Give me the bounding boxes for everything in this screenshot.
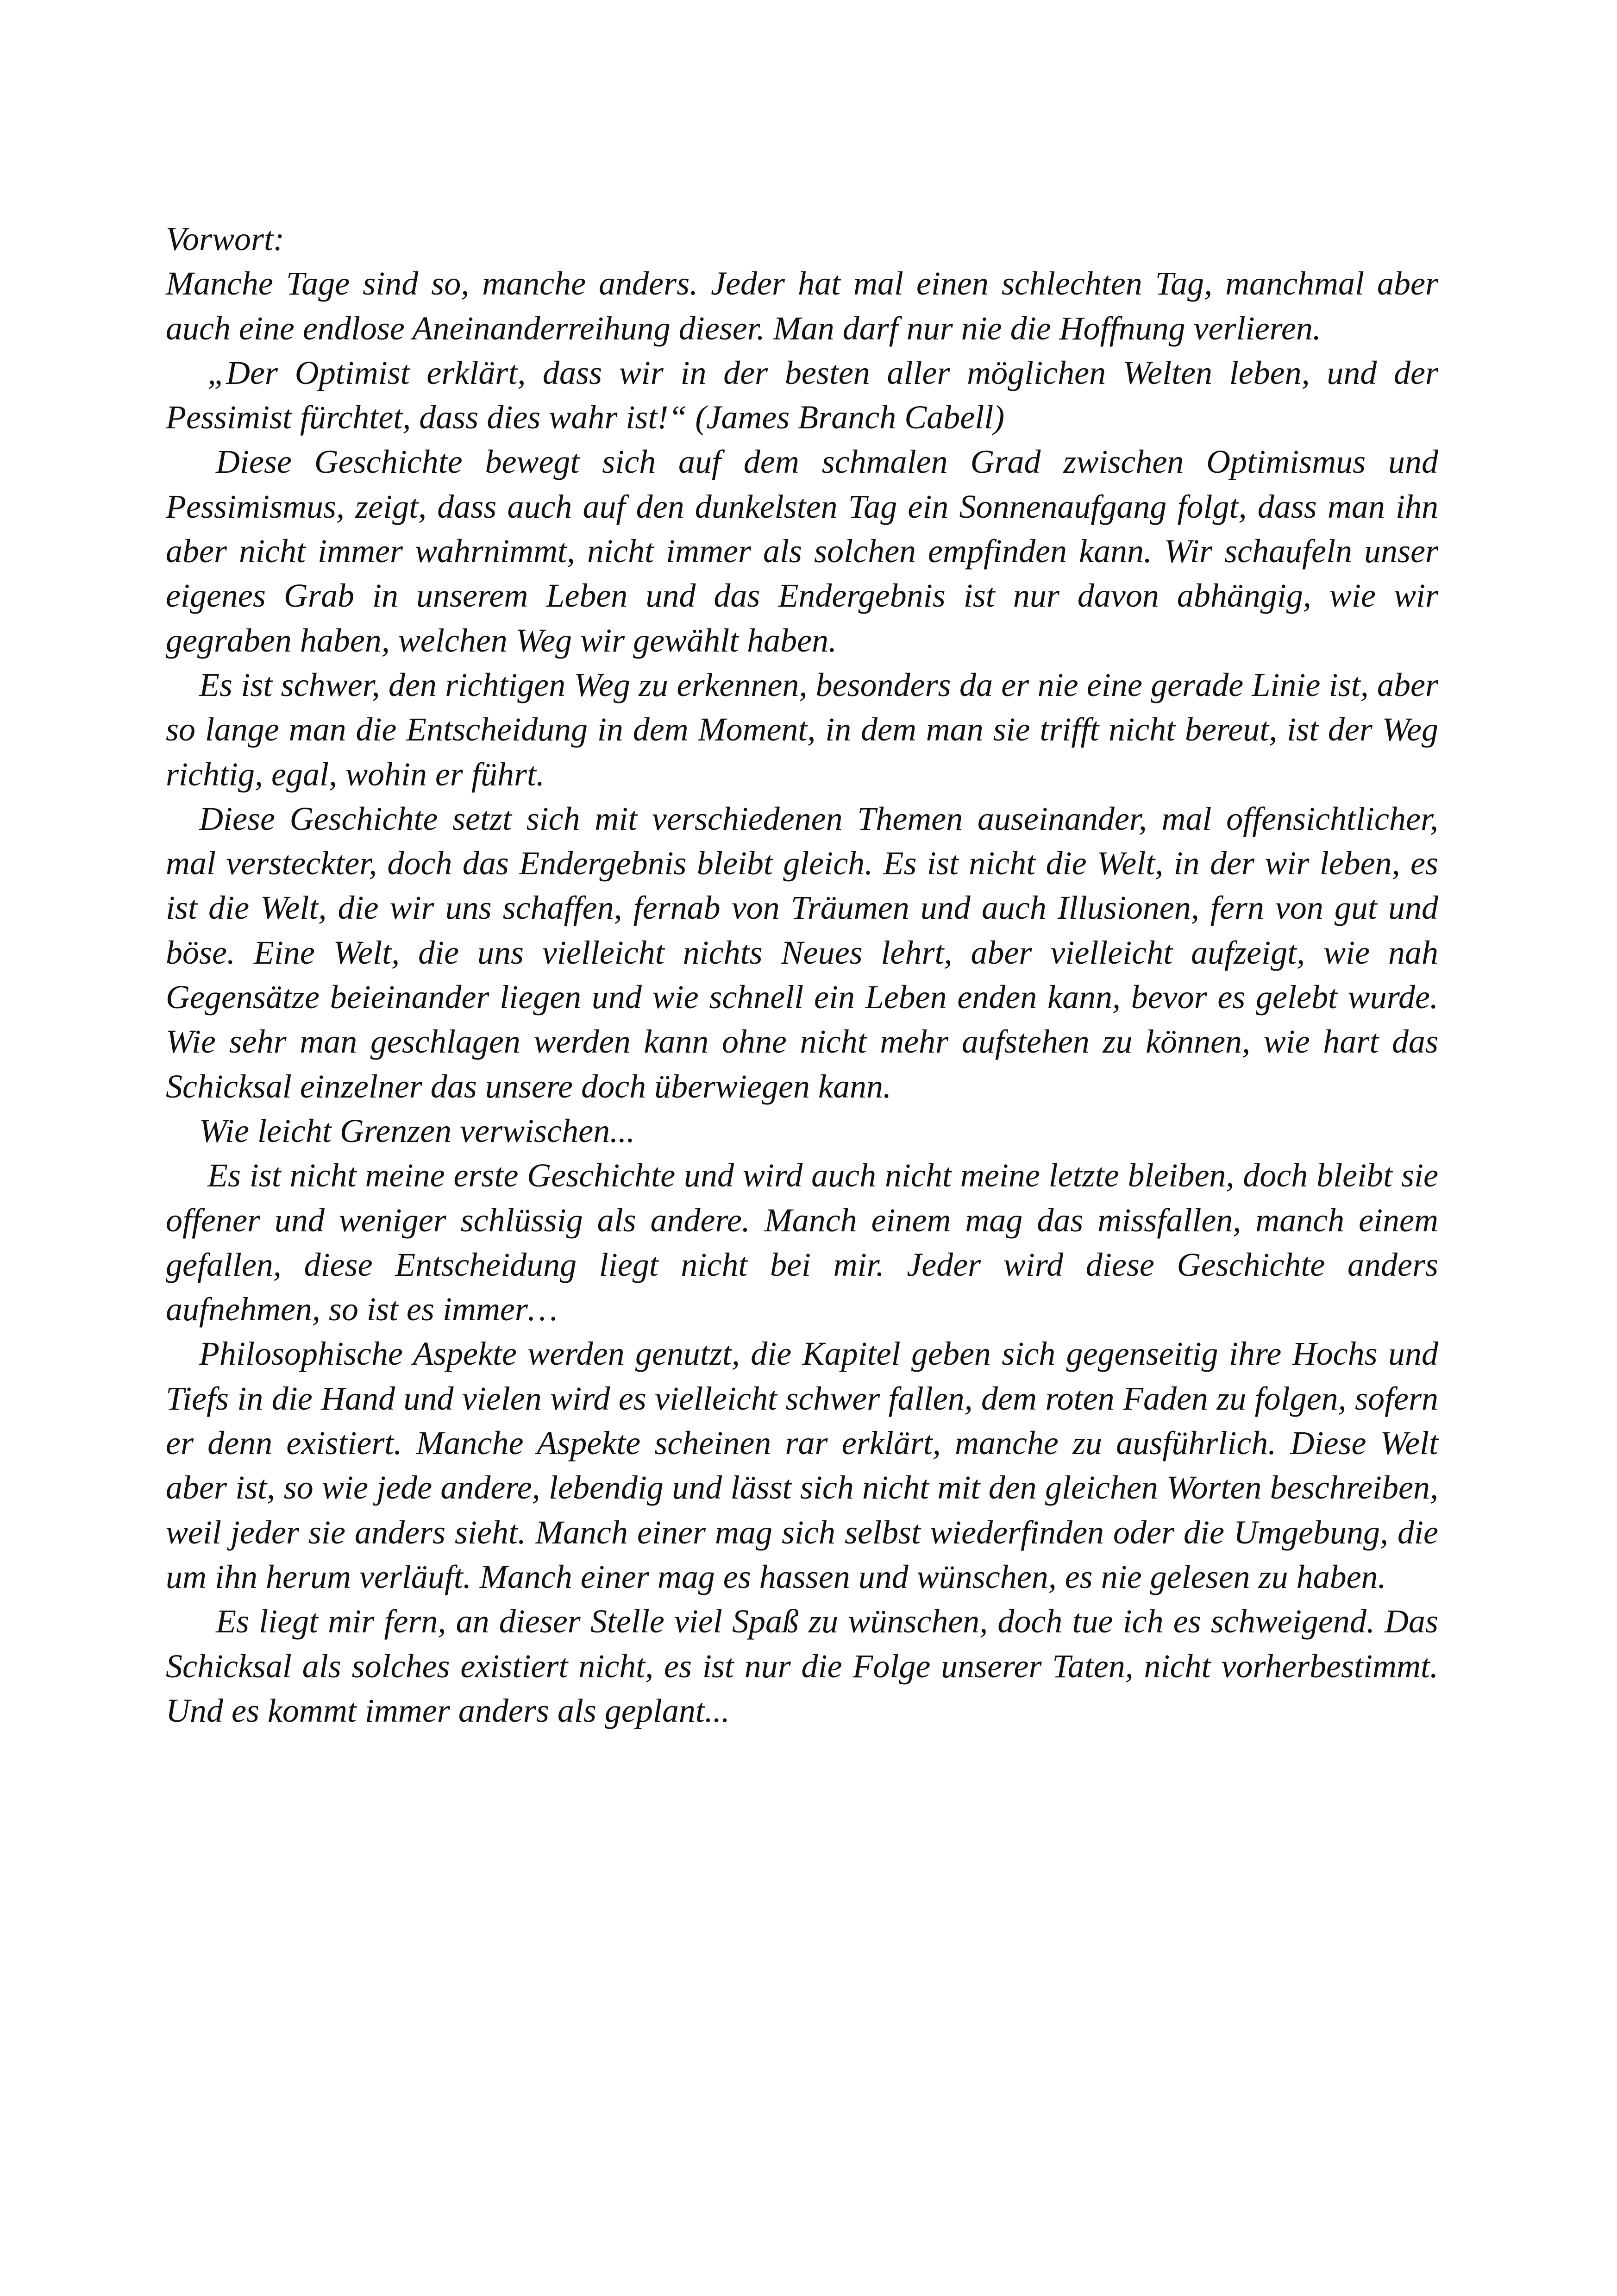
foreword-heading: Vorwort: <box>166 220 285 257</box>
paragraph-3: Diese Geschichte bewegt sich auf dem schmalen Grad zwischen Optimismus und Pessimismus, zeigt, dass auch auf den dunkelsten Tag ein Sonnenaufgang folgt, dass man ihn aber nicht immer wahrnimmt, nicht immer als solchen empfinden kann. Wir schaufeln unser eigenes Grab in unserem Leben und das Endergebnis ist nur davon abhängig, wie wir gegraben haben, welchen Weg wir gewählt haben. <box>166 443 1438 659</box>
paragraph-7: Es ist nicht meine erste Geschichte und wird auch nicht meine letzte bleiben, doch bleibt sie offener und weniger schlüssig als andere. Manch einem mag das missfallen, manch einem gefallen, diese Entscheidung liegt nicht bei mir. Jeder wird diese Geschichte anders aufnehmen, so ist es immer… <box>166 1157 1438 1328</box>
foreword-text <box>166 217 1438 1733</box>
paragraph-6: Wie leicht Grenzen verwischen... <box>199 1112 635 1149</box>
paragraph-1: Manche Tage sind so, manche anders. Jeder hat mal einen schlechten Tag, manchmal aber auch eine endlose Aneinanderreihung dieser. Man darf nur nie die Hoffnung verlieren. <box>166 265 1438 347</box>
paragraph-5: Diese Geschichte setzt sich mit verschiedenen Themen auseinander, mal offensichtlicher, mal versteckter, doch das Endergebnis bleibt gleich. Es ist nicht die Welt, in der wir leben, es ist die Welt, die wir uns schaffen, fernab von Träumen und auch Illusionen, fern von gut und böse. Eine Welt, die uns vielleicht nichts Neues lehrt, aber vielleicht aufzeigt, wie nah Gegensätze beieinander liegen und wie schnell ein Leben enden kann, bevor es gelebt wurde. Wie sehr man geschlagen werden kann ohne nicht mehr aufstehen zu können, wie hart das Schicksal einzelner das unsere doch überwiegen kann. <box>166 800 1438 1105</box>
paragraph-4: Es ist schwer, den richtigen Weg zu erkennen, besonders da er nie eine gerade Linie ist, aber so lange man die Entscheidung in dem Moment, in dem man sie trifft nicht bereut, ist der Weg richtig, egal, wohin er führt. <box>166 666 1438 793</box>
paragraph-2-quote: „Der Optimist erklärt, dass wir in der besten aller möglichen Welten leben, und der Pessimist fürchtet, dass dies wahr ist!“ (James Branch Cabell) <box>166 354 1438 436</box>
paragraph-9: Es liegt mir fern, an dieser Stelle viel Spaß zu wünschen, doch tue ich es schweigend. Das Schicksal als solches existiert nicht, es ist nur die Folge unserer Taten, nicht vorherbestimmt. Und es kommt immer anders als geplant... <box>166 1603 1438 1729</box>
paragraph-8: Philosophische Aspekte werden genutzt, die Kapitel geben sich gegenseitig ihre Hochs und Tiefs in die Hand und vielen wird es vielleicht schwer fallen, dem roten Faden zu folgen, sofern er denn existiert. Manche Aspekte scheinen rar erklärt, manche zu ausführlich. Diese Welt aber ist, so wie jede andere, lebendig und lässt sich nicht mit den gleichen Worten beschreiben, weil jeder sie anders sieht. Manch einer mag sich selbst wiederfinden oder die Umgebung, die um ihn herum verläuft. Manch einer mag es hassen und wünschen, es nie gelesen zu haben. <box>166 1335 1438 1595</box>
